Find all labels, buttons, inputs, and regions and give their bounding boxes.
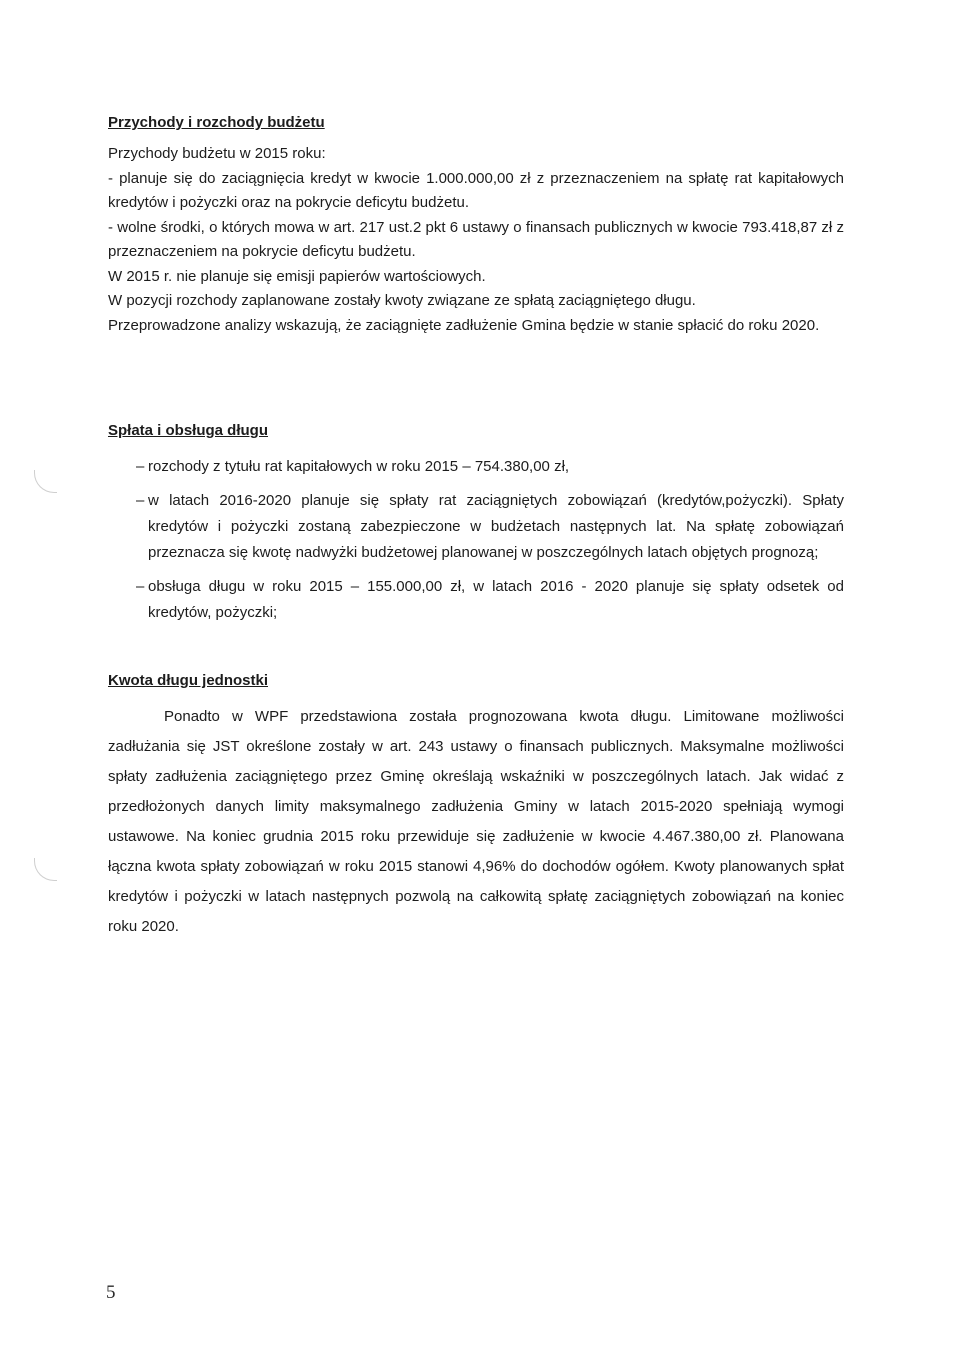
paragraph-line: Przeprowadzone analizy wskazują, że zaciągnięte zadłużenie Gmina będzie w stanie spłacić do roku 2020. [108, 316, 820, 334]
list-item-text: obsługa długu w roku 2015 – 155.000,00 zł, w latach 2016 - 2020 planuje się spłaty odsetek od kredytów, pożyczki; [148, 578, 844, 621]
list-item [108, 454, 844, 480]
paragraph-line: W pozycji rozchody zaplanowane zostały kwoty związane ze spłatą zaciągniętego długu. [108, 292, 696, 309]
dash-bullet: – [136, 492, 145, 509]
paragraph-line: Przychody budżetu w 2015 roku: [108, 145, 326, 162]
list-item-text: rozchody z tytułu rat kapitałowych w roku 2015 – 754.380,00 zł, [148, 458, 570, 475]
paragraph-line: - planuje się do zaciągnięcia kredyt w kwocie 1.000.000,00 zł z przeznaczeniem na spłatę rat kapitałowych kredytów i pożyczki oraz na pokrycie deficytu budżetu. [108, 169, 844, 211]
paragraph: Ponadto w WPF przedstawiona została prognozowana kwota długu. Limitowane możliwości zadłużania się JST określone zostały w art. 243 ustawy o finansach publicznych. Maksymalne możliwości spłaty zadłużenia zaciągniętego przez Gminę określają wskaźniki w poszczególnych latach. Jak widać z przedłożonych danych limity maksymalnego zadłużenia Gminy w latach 2015-2020 spełniają wymogi ustawowe. Na koniec grudnia 2015 roku przewiduje się zadłużenie w kwocie 4.467.380,00 zł. Planowana łączna kwota spłaty zobowiązań w roku 2015 stanowi 4,96% do dochodów ogółem. Kwoty planowanych spłat kredytów i pożyczki w latach następnych pozwolą na całkowitą spłatę zaciągniętych zobowiązań na koniec roku 2020. [108, 708, 844, 935]
dash-bullet: – [136, 458, 145, 475]
section-heading: Przychody i rozchody budżetu [108, 114, 325, 131]
paragraph-line: W 2015 r. nie planuje się emisji papierów wartościowych. [108, 267, 486, 285]
section-heading: Spłata i obsługa długu [108, 422, 269, 439]
section-kwota-dlugu [108, 670, 844, 942]
paragraph-line: - wolne środki, o których mowa w art. 217 ust.2 pkt 6 ustawy o finansach publicznych w kwocie 793.418,87 zł z przeznaczeniem na pokrycie deficytu budżetu. [108, 218, 844, 260]
list-item [108, 488, 844, 566]
page-number: 5 [106, 1282, 116, 1303]
list-item-text: w latach 2016-2020 planuje się spłaty rat zaciągniętych zobowiązań (kredytów,pożyczki). Spłaty kredytów i pożyczki zostaną zabezpieczone w budżetach następnych lat. Na spłatę zobowiązań przeznacza się kwotę nadwyżki budżetowej planowanej w poszczególnych latach objętych prognozą; [148, 492, 844, 561]
list-item [108, 574, 844, 626]
section-heading: Kwota długu jednostki [108, 672, 268, 689]
section-splata-obsluga-dlugu [108, 420, 844, 634]
section-przychody-rozchody [108, 112, 844, 338]
punch-hole-mark [34, 470, 57, 493]
punch-hole-mark [34, 858, 57, 881]
dash-bullet: – [136, 578, 145, 595]
dash-list [108, 454, 844, 626]
